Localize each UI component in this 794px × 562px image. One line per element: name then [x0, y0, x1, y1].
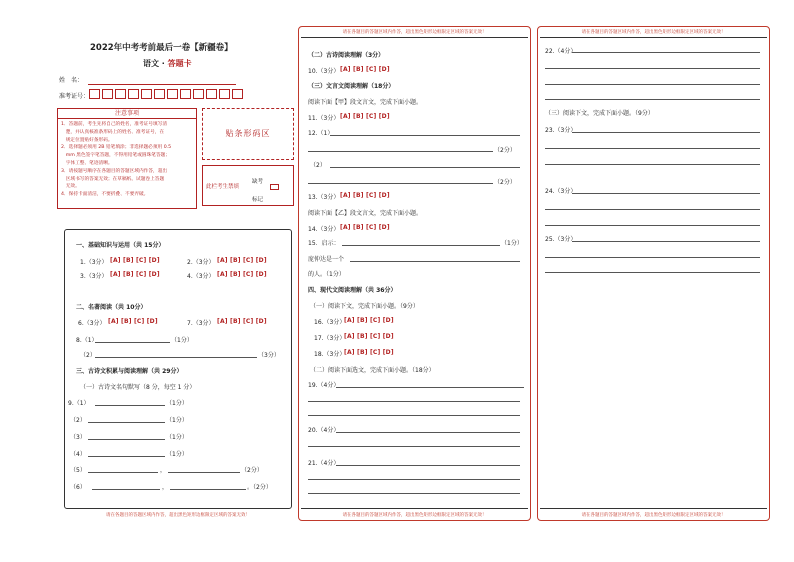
right-column-box — [537, 26, 770, 521]
right-bottom-warning: 请在各题目的答题区域内作答，超出黑色矩形边框限定区域的答案无效！ — [581, 513, 726, 518]
q12b-line1[interactable] — [330, 167, 520, 168]
name-label: 姓 名： — [59, 77, 84, 84]
q21-label: 21.（4分） — [308, 460, 340, 467]
q25-line1[interactable] — [572, 241, 760, 242]
section1-title: 一、基础知识与运用（共 15分） — [76, 242, 165, 249]
barcode-area — [202, 108, 294, 160]
q9a-label: 9.（1） — [68, 400, 90, 407]
middle-top-warning: 请在各题目的答题区域内作答，超出黑色矩形边框限定区域的答案无效！ — [342, 30, 487, 35]
q22-line4[interactable] — [545, 99, 760, 100]
mid-poem-title: （二）古诗阅读理解（3分） — [308, 52, 385, 59]
q18-options[interactable]: [A] [B] [C] [D] — [344, 349, 394, 356]
middle-bottom-warning: 请在各题目的答题区域内作答，超出黑色矩形边框限定区域的答案无效！ — [342, 513, 487, 518]
q9f-line2[interactable] — [170, 489, 246, 490]
section2-title: 二、名著阅读（共 10分） — [76, 304, 147, 311]
q9a-score: （1分） — [166, 400, 188, 407]
q23-label: 23.（3分） — [545, 127, 577, 134]
left-bottom-warning: 请在各题目的答题区域内作答，超出黑色矩形边框限定区域的答案无效！ — [106, 513, 250, 518]
q24-line1[interactable] — [572, 193, 760, 194]
q9e-line1[interactable] — [88, 472, 158, 473]
q11-label: 11.（3分） — [308, 115, 340, 122]
q4-options[interactable]: [A] [B] [C] [D] — [217, 271, 267, 278]
q24-line3[interactable] — [545, 225, 760, 226]
q7-options[interactable]: [A] [B] [C] [D] — [217, 318, 267, 325]
q22-line3[interactable] — [545, 84, 760, 85]
q12b-line2[interactable] — [308, 183, 493, 184]
q22-line2[interactable] — [545, 68, 760, 69]
q12-label: 12.（1） — [308, 130, 334, 137]
section3-title: 三、古诗文积累与阅读理解（共 29分） — [76, 368, 183, 375]
q22-label: 22.（4分） — [545, 48, 577, 55]
q9f-comma: ， — [162, 484, 169, 491]
absent-label: 此栏考生禁填 — [206, 184, 240, 190]
q12-line1[interactable] — [330, 135, 520, 136]
q20-line1[interactable] — [336, 432, 520, 433]
q1-options[interactable]: [A] [B] [C] [D] — [110, 257, 160, 264]
q18-label: 18.（3分） — [314, 351, 346, 358]
q8b-line[interactable] — [95, 357, 257, 358]
card-title: 2022年中考考前最后一卷【新疆卷】 — [90, 43, 233, 53]
q8-line[interactable] — [95, 342, 170, 343]
q23-line1[interactable] — [572, 132, 760, 133]
card-subtitle — [143, 58, 192, 69]
q9b-label: （2） — [70, 417, 86, 424]
q4-label: 4.（3分） — [187, 273, 215, 280]
q16-label: 16.（3分） — [314, 319, 346, 326]
q22-line1[interactable] — [572, 52, 760, 53]
q23-line2[interactable] — [545, 148, 760, 149]
q11-options[interactable]: [A] [B] [C] [D] — [340, 113, 390, 120]
q24-label: 24.（3分） — [545, 188, 577, 195]
read-a: 阅读下面【甲】段文言文，完成下面小题。 — [308, 99, 423, 106]
q12b-label: （2） — [310, 162, 326, 169]
q2-label: 2.（3分） — [187, 259, 215, 266]
answer-card-label: 答题卡 — [167, 59, 192, 68]
q15a-line[interactable] — [342, 245, 500, 246]
q12-score: （2分） — [494, 147, 516, 154]
q8b-label: （2） — [80, 352, 96, 359]
q9e-line2[interactable] — [168, 472, 240, 473]
q17-label: 17.（3分） — [314, 335, 346, 342]
right-top-warning: 请在各题目的答题区域内作答，超出黑色矩形边框限定区域的答案无效！ — [581, 30, 726, 35]
q20-line2[interactable] — [308, 446, 520, 447]
q9e-comma: ， — [160, 467, 167, 474]
q9f-label: （6） — [70, 484, 86, 491]
notice-box — [57, 108, 197, 209]
q7-label: 7.（3分） — [187, 320, 215, 327]
q15a-score: （1分） — [501, 240, 523, 247]
q8b-score: （3分） — [258, 352, 280, 359]
q9f-end: 。（2分） — [247, 484, 272, 491]
q13-options[interactable]: [A] [B] [C] [D] — [340, 192, 390, 199]
right-bottom-rule — [540, 508, 767, 509]
q9c-line[interactable] — [88, 439, 165, 440]
q25-line3[interactable] — [545, 272, 760, 273]
right-top-rule — [540, 37, 767, 38]
notice-title: 注意事项 — [58, 109, 196, 119]
q9c-score: （1分） — [166, 434, 188, 441]
absent-mark-label: 缺考 标记 — [252, 179, 264, 203]
q15a-label: 15．启示： — [308, 240, 340, 247]
q23-line3[interactable] — [545, 164, 760, 165]
q12-line2[interactable] — [308, 151, 493, 152]
q21-line3[interactable] — [308, 493, 520, 494]
q19-label: 19.（4分） — [308, 382, 340, 389]
subject-label: 语文 · — [143, 59, 168, 68]
middle-bottom-rule — [301, 508, 528, 509]
q3-label: 3.（3分） — [80, 273, 108, 280]
q24-line2[interactable] — [545, 209, 760, 210]
q14-label: 14.（3分） — [308, 226, 340, 233]
q2-options[interactable]: [A] [B] [C] [D] — [217, 257, 267, 264]
mid-classic-title: （三）文言文阅读理解（18分） — [308, 83, 395, 90]
q21-line1[interactable] — [336, 465, 520, 466]
q6-label: 6.（3分） — [78, 320, 106, 327]
q19-line2[interactable] — [308, 401, 520, 402]
q9f-line1[interactable] — [92, 489, 160, 490]
notice-lines: 1．答题前，考生先将自己的姓名，准考证号填写清 楚，并认真核准条形码上的姓名、准考证号，在 规定位置贴好条形码。 2．选择题必须用 2B 铅笔填涂；非选择题必须用 0.5 mm 黑色签字笔答题，不得用铅笔或圆珠笔答题； 字体工整、笔迹清晰。 3．请按题号顺序在各题目的答题区域内作答，超出 区域书写的答案无效；在草稿纸、试题卷上答题 无效。 4．保持卡面清洁，不要折叠、不要弄破。 — [61, 122, 172, 198]
q25-label: 25.（3分） — [545, 236, 577, 243]
q19-line3[interactable] — [308, 415, 520, 416]
q25-line2[interactable] — [545, 257, 760, 258]
q9d-score: （1分） — [166, 451, 188, 458]
absent-checkbox[interactable] — [270, 184, 279, 190]
q8-score: （1分） — [171, 337, 193, 344]
q13-label: 13.（3分） — [308, 194, 340, 201]
q20-label: 20.（4分） — [308, 427, 340, 434]
q19-line1[interactable] — [336, 387, 524, 388]
q16-options[interactable]: [A] [B] [C] [D] — [344, 317, 394, 324]
read-c: （一）阅读下文，完成下面小题。（9分） — [310, 303, 419, 310]
q9d-line[interactable] — [88, 456, 165, 457]
q1-label: 1.（3分） — [80, 259, 108, 266]
q15b-line[interactable] — [350, 261, 520, 262]
q10-options[interactable]: [A] [B] [C] [D] — [340, 66, 390, 73]
q10-label: 10.（3分） — [308, 68, 340, 75]
barcode-label: 贴条形码区 — [225, 129, 271, 138]
exam-id-label: 准考证号： — [59, 93, 90, 100]
q9b-score: （1分） — [166, 417, 188, 424]
q17-options[interactable]: [A] [B] [C] [D] — [344, 333, 394, 340]
q3-options[interactable]: [A] [B] [C] [D] — [110, 271, 160, 278]
name-field[interactable] — [88, 84, 236, 85]
q9c-label: （3） — [70, 434, 86, 441]
read-b: 阅读下面【乙】段文言文，完成下面小题。 — [308, 210, 423, 217]
read-e: （三）阅读下文，完成下面小题。（9分） — [545, 110, 654, 117]
section4-title: 四、现代文阅读理解（共 36分） — [308, 287, 397, 294]
absent-box — [202, 165, 294, 206]
middle-top-rule — [301, 37, 528, 38]
q9e-score: （2分） — [241, 467, 263, 474]
q15b-label: 庞仲达是一个 — [308, 256, 345, 263]
read-d: （二）阅读下面选文，完成下面小题。（18分） — [310, 367, 435, 374]
q14-options[interactable]: [A] [B] [C] [D] — [340, 224, 390, 231]
q12b-score: （2分） — [494, 179, 516, 186]
q9b-line[interactable] — [88, 422, 165, 423]
q6-options[interactable]: [A] [B] [C] [D] — [108, 318, 158, 325]
q9a-line[interactable] — [95, 405, 165, 406]
q9e-label: （5） — [70, 467, 86, 474]
q21-line2[interactable] — [308, 479, 520, 480]
section3-sub: （一）古诗文名句默写（8 分，每空 1 分） — [80, 384, 196, 391]
q8-label: 8.（1） — [76, 337, 98, 344]
q15c-label: 的人。（1分） — [308, 271, 345, 278]
q9d-label: （4） — [70, 451, 86, 458]
